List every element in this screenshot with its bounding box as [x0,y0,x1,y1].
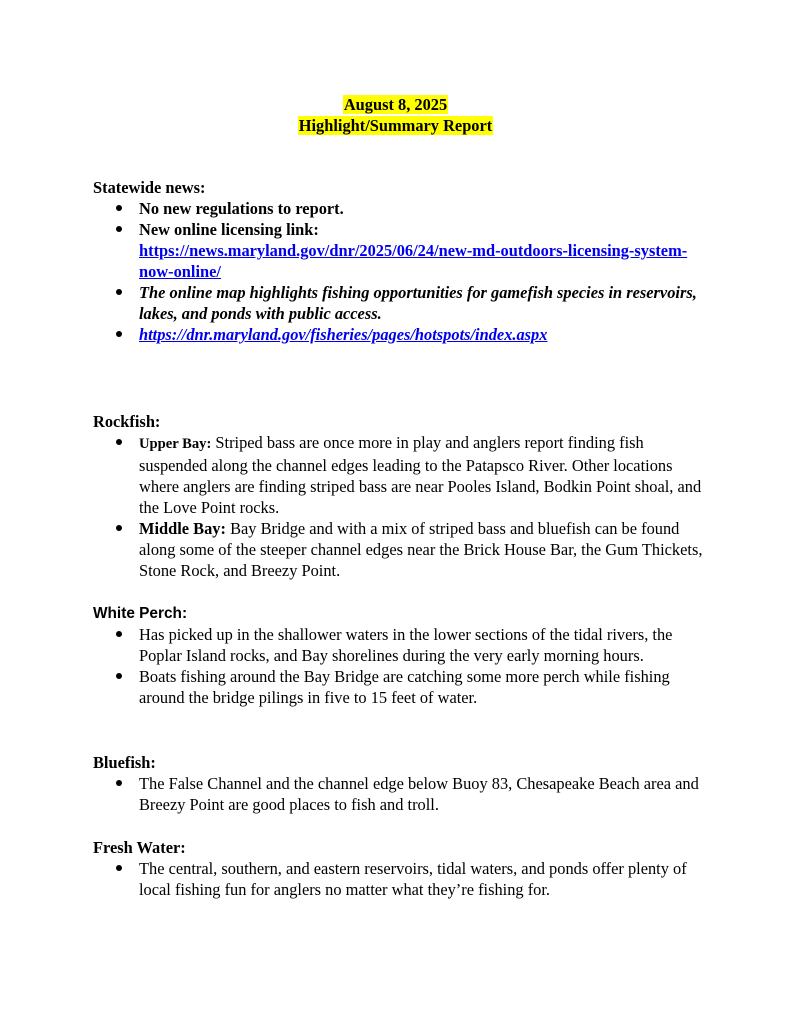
report-date: August 8, 2025 [343,95,448,114]
white-perch-list [93,624,713,708]
rockfish-list [93,432,713,581]
rockfish-section [93,411,713,581]
white-perch-heading: White Perch: [93,605,188,622]
list-item [139,219,713,282]
list-item: No new regulations to report. [139,198,713,219]
white-perch-section [93,603,713,708]
licensing-link[interactable]: https://news.maryland.gov/dnr/2025/06/24/new-md-outdoors-licensing-system-now-online/ [139,241,688,281]
list-item [139,324,713,345]
statewide-section [93,177,713,345]
bluefish-heading: Bluefish: [93,753,156,772]
fresh-water-list [93,858,713,900]
list-item: Has picked up in the shallower waters in the lower sections of the tidal rivers, the Poplar Island rocks, and Bay shorelines during the very early morning hours. [139,624,713,666]
middle-bay-text: Bay Bridge and with a mix of striped bass and bluefish can be found along some of the steeper channel edges near the Brick House Bar, the Gum Thickets, Stone Rock, and Breezy Point. [139,519,703,580]
list-item [139,518,713,581]
upper-bay-label: Upper Bay: [139,436,212,452]
list-item: The central, southern, and eastern reservoirs, tidal waters, and ponds offer plenty of local fishing fun for anglers no matter what they’re fishing for. [139,858,713,900]
list-item: The online map highlights fishing opportunities for gamefish species in reservoirs, lakes, and ponds with public access. [139,282,713,324]
list-item: The False Channel and the channel edge below Buoy 83, Chesapeake Beach area and Breezy Point are good places to fish and troll. [139,773,713,815]
statewide-heading: Statewide news: [93,178,206,197]
fresh-water-heading: Fresh Water: [93,838,186,857]
report-title: Highlight/Summary Report [298,116,493,135]
hotspots-link[interactable]: https://dnr.maryland.gov/fisheries/pages/hotspots/index.aspx [139,325,548,344]
bluefish-list [93,773,713,815]
rockfish-heading: Rockfish: [93,412,161,431]
list-item: Boats fishing around the Bay Bridge are catching some more perch while fishing around the bridge pilings in five to 15 feet of water. [139,666,713,708]
report-header [0,94,791,136]
middle-bay-label: Middle Bay: [139,519,226,538]
upper-bay-text: Striped bass are once more in play and anglers report finding fish suspended along the channel edges leading to the Patapsco River. Other locations where anglers are finding striped bass are near Pooles Island, Bodkin Point shoal, and the Love Point rocks. [139,433,702,517]
fresh-water-section [93,837,713,900]
licensing-label: New online licensing link: [139,220,319,239]
list-item [139,432,713,518]
statewide-list [93,198,713,345]
bluefish-section [93,752,713,815]
